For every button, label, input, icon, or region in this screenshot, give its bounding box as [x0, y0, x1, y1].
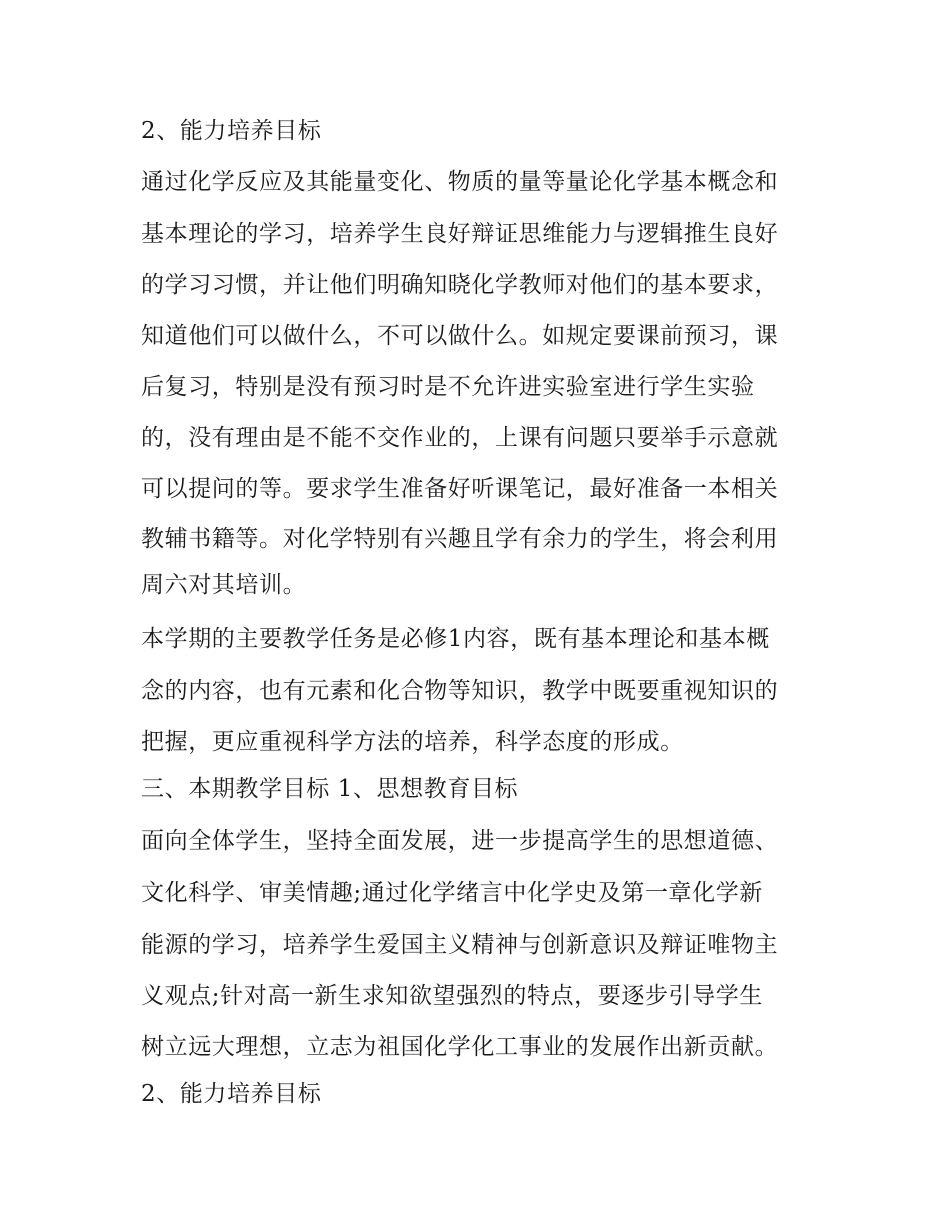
text-line: 能源的学习，培养学生爱国主义精神与创新意识及辩证唯物主 [141, 932, 779, 958]
text-line: 本学期的主要教学任务是必修1内容，既有基本理论和基本概 [141, 626, 770, 652]
section-heading: 2、能力培养目标 [141, 1081, 322, 1107]
text-line: 文化科学、审美情趣;通过化学绪言中化学史及第一章化学新 [141, 880, 763, 906]
text-line: 后复习，特别是没有预习时是不允许进实验室进行学生实验 [141, 374, 755, 400]
section-heading: 2、能力培养目标 [141, 118, 322, 144]
text-line: 的，没有理由是不能不交作业的，上课有问题只要举手示意就 [141, 425, 779, 451]
text-line: 基本理论的学习，培养学生良好辩证思维能力与逻辑推生良好 [141, 221, 779, 247]
text-line: 的学习习惯，并让他们明确知晓化学教师对他们的基本要求， [141, 272, 779, 298]
text-line: 义观点;针对高一新生求知欲望强烈的特点，要逐步引导学生 [141, 983, 763, 1009]
text-line: 树立远大理想，立志为祖国化学化工事业的发展作出新贡献。 [141, 1034, 779, 1060]
text-line: 念的内容，也有元素和化合物等知识，教学中既要重视知识的 [141, 678, 779, 704]
section-heading: 三、本期教学目标 1、思想教育目标 [141, 776, 519, 802]
text-line: 可以提问的等。要求学生准备好听课笔记，最好准备一本相关 [141, 476, 779, 502]
text-line: 面向全体学生，坚持全面发展，进一步提高学生的思想道德、 [141, 828, 779, 854]
text-line: 教辅书籍等。对化学特别有兴趣且学有余力的学生，将会利用 [141, 526, 779, 552]
text-line: 周六对其培训。 [141, 572, 307, 598]
text-line: 把握，更应重视科学方法的培养，科学态度的形成。 [141, 729, 684, 755]
text-line: 知道他们可以做什么，不可以做什么。如规定要课前预习，课 [141, 323, 779, 349]
text-line: 通过化学反应及其能量变化、物质的量等量论化学基本概念和 [141, 169, 779, 195]
